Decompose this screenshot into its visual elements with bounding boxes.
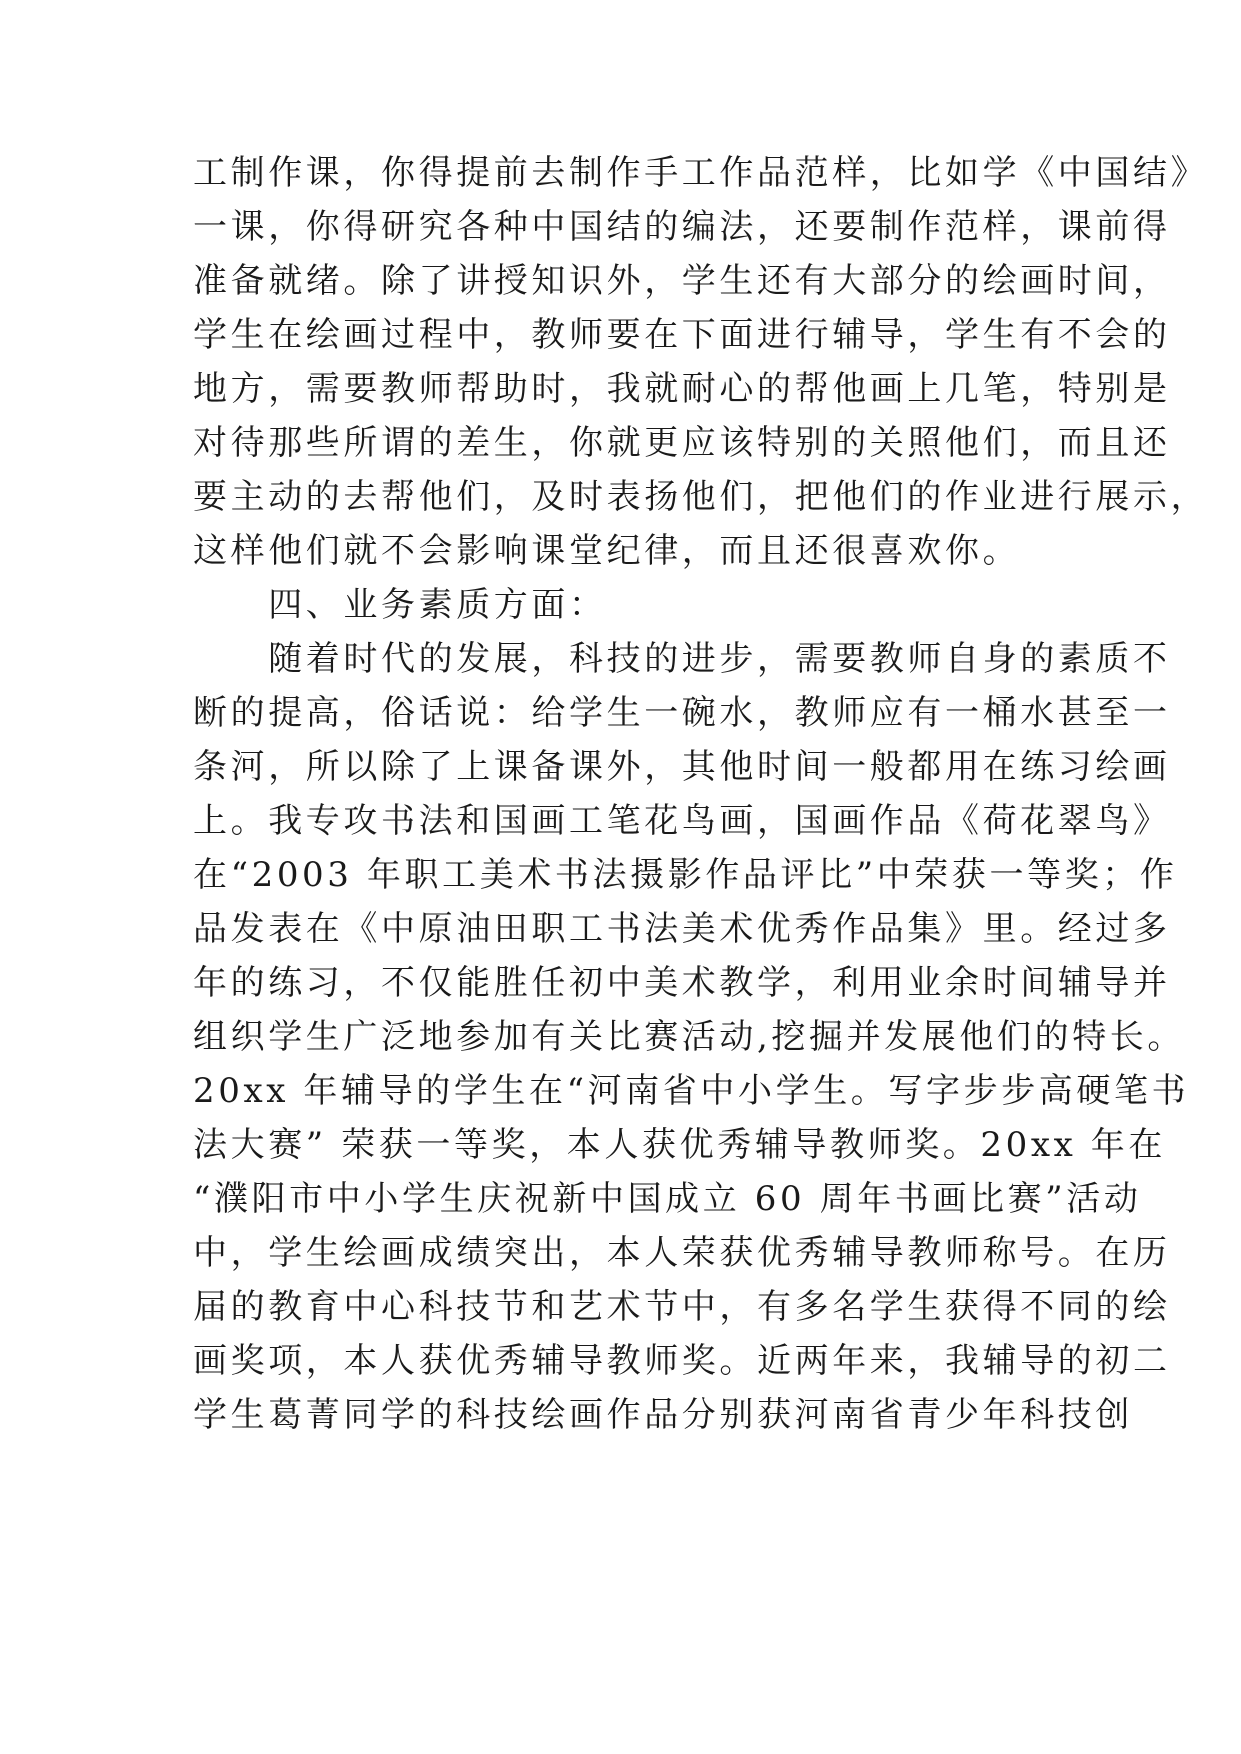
text-line: 上。我专攻书法和国画工笔花鸟画，国画作品《荷花翠鸟》: [193, 801, 1171, 841]
text-line: 地方，需要教师帮助时，我就耐心的帮他画上几笔，特别是: [193, 369, 1171, 409]
text-line: 随着时代的发展，科技的进步，需要教师自身的素质不: [193, 639, 1171, 679]
text-line: 一课，你得研究各种中国结的编法，还要制作范样，课前得: [193, 207, 1171, 247]
section-heading: 四、业务素质方面：: [193, 585, 607, 625]
text-line: 中，学生绘画成绩突出，本人荣获优秀辅导教师称号。在历: [193, 1233, 1171, 1273]
text-line: 画奖项，本人获优秀辅导教师奖。近两年来，我辅导的初二: [193, 1341, 1171, 1381]
text-line: 学生葛菁同学的科技绘画作品分别获河南省青少年科技创: [193, 1395, 1133, 1435]
text-line: 学生在绘画过程中，教师要在下面进行辅导，学生有不会的: [193, 315, 1171, 355]
text-line: 法大赛” 荣获一等奖，本人获优秀辅导教师奖。20xx 年在: [193, 1125, 1167, 1165]
text-line: 在“2003 年职工美术书法摄影作品评比”中荣获一等奖；作: [193, 855, 1178, 895]
text-line: 组织学生广泛地参加有关比赛活动,挖掘并发展他们的特长。: [193, 1017, 1186, 1057]
text-line: 断的提高，俗话说：给学生一碗水，教师应有一桶水甚至一: [193, 693, 1171, 733]
text-line: 品发表在《中原油田职工书法美术优秀作品集》里。经过多: [193, 909, 1171, 949]
text-line: 要主动的去帮他们，及时表扬他们，把他们的作业进行展示，: [193, 477, 1209, 517]
text-line: 这样他们就不会影响课堂纪律，而且还很喜欢你。: [193, 531, 1021, 571]
text-line: 届的教育中心科技节和艺术节中，有多名学生获得不同的绘: [193, 1287, 1171, 1327]
text-line: 年的练习，不仅能胜任初中美术教学，利用业余时间辅导并: [193, 963, 1171, 1003]
text-line: “濮阳市中小学生庆祝新中国成立 60 周年书画比赛”活动: [193, 1179, 1142, 1219]
text-line: 准备就绪。除了讲授知识外，学生还有大部分的绘画时间，: [193, 261, 1171, 301]
text-line: 对待那些所谓的差生，你就更应该特别的关照他们，而且还: [193, 423, 1171, 463]
text-line: 20xx 年辅导的学生在“河南省中小学生。写字步步高硬笔书: [193, 1071, 1190, 1111]
text-line: 条河，所以除了上课备课外，其他时间一般都用在练习绘画: [193, 747, 1171, 787]
text-line: 工制作课，你得提前去制作手工作品范样，比如学《中国结》: [193, 153, 1209, 193]
